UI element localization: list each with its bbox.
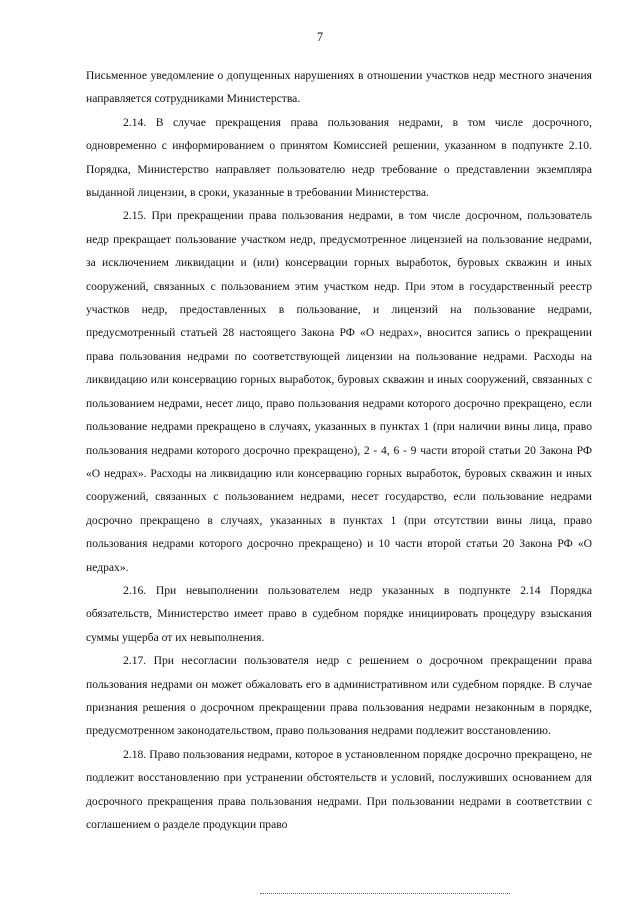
paragraph-2-15: 2.15. При прекращении права пользования недрами, в том числе досрочном, пользователь недр прекращает пользование участком недр, предусмотренное лицензией на пользование недрами, за исключением ликвидации и (или) консервации горных выработок, буровых скважин и иных сооружений, связанных с пользованием этим участком недр. При этом в государственный реестр участков недр, предоставленных в пользование, и лицензий на пользование недрами, предусмотренный статьей 28 настоящего Закона РФ «О недрах», вносится запись о прекращении права пользования недрами по соответствующей лицензии на пользование недрами. Расходы на ликвидацию или консервацию горных выработок, буровых скважин и иных сооружений, связанных с пользованием недрами, несет лицо, право пользования недрами которого досрочно прекращено, если пользование недрами прекращено в случаях, указанных в пунктах 1 (при наличии вины лица, право пользования недрами которого досрочно прекращено), 2 - 4, 6 - 9 части второй статьи 20 Закона РФ «О недрах». Расходы на ликвидацию или консервацию горных выработок, буровых скважин и иных сооружений, связанных с пользованием недрами, несет государство, если пользование недрами досрочно прекращено в случаях, указанных в пунктах 1 (при отсутствии вины лица, право пользования недрами которого досрочно прекращено) и 10 части второй статьи 20 Закона РФ «О недрах».: [86, 209, 592, 574]
paragraph-2-17: 2.17. При несогласии пользователя недр с решением о досрочном прекращении права пользования недрами он может обжаловать его в административном или судебном порядке. В случае признания решения о досрочном прекращении права пользования недрами незаконным в порядке, предусмотренном законодательством, право пользования недрами подлежит восстановлению.: [86, 654, 592, 738]
document-body: [86, 64, 592, 836]
paragraph-notice: Письменное уведомление о допущенных нарушениях в отношении участков недр местного значения направляется сотрудниками Министерства.: [86, 69, 592, 106]
paragraph-2-14: 2.14. В случае прекращения права пользования недрами, в том числе досрочного, одновременно с информированием о принятом Комиссией решении, указанном в подпункте 2.10. Порядка, Министерство направляет пользователю недр требование о представлении экземпляра выданной лицензии, в сроки, указанные в требовании Министерства.: [86, 115, 592, 200]
paragraph-2-18: 2.18. Право пользования недрами, которое в установленном порядке досрочно прекращено, не подлежит восстановлению при устранении обстоятельств и условий, послуживших основанием для досрочного прекращения права пользования недрами. При пользовании недрами в соответствии с соглашением о разделе продукции право: [86, 747, 592, 831]
bottom-rule: [260, 893, 510, 894]
paragraph-2-16: 2.16. При невыполнении пользователем недр указанных в подпункте 2.14 Порядка обязательств, Министерство имеет право в судебном порядке инициировать процедуру взыскания суммы ущерба от их невыполнения.: [86, 583, 592, 644]
page-number: 7: [316, 30, 324, 44]
